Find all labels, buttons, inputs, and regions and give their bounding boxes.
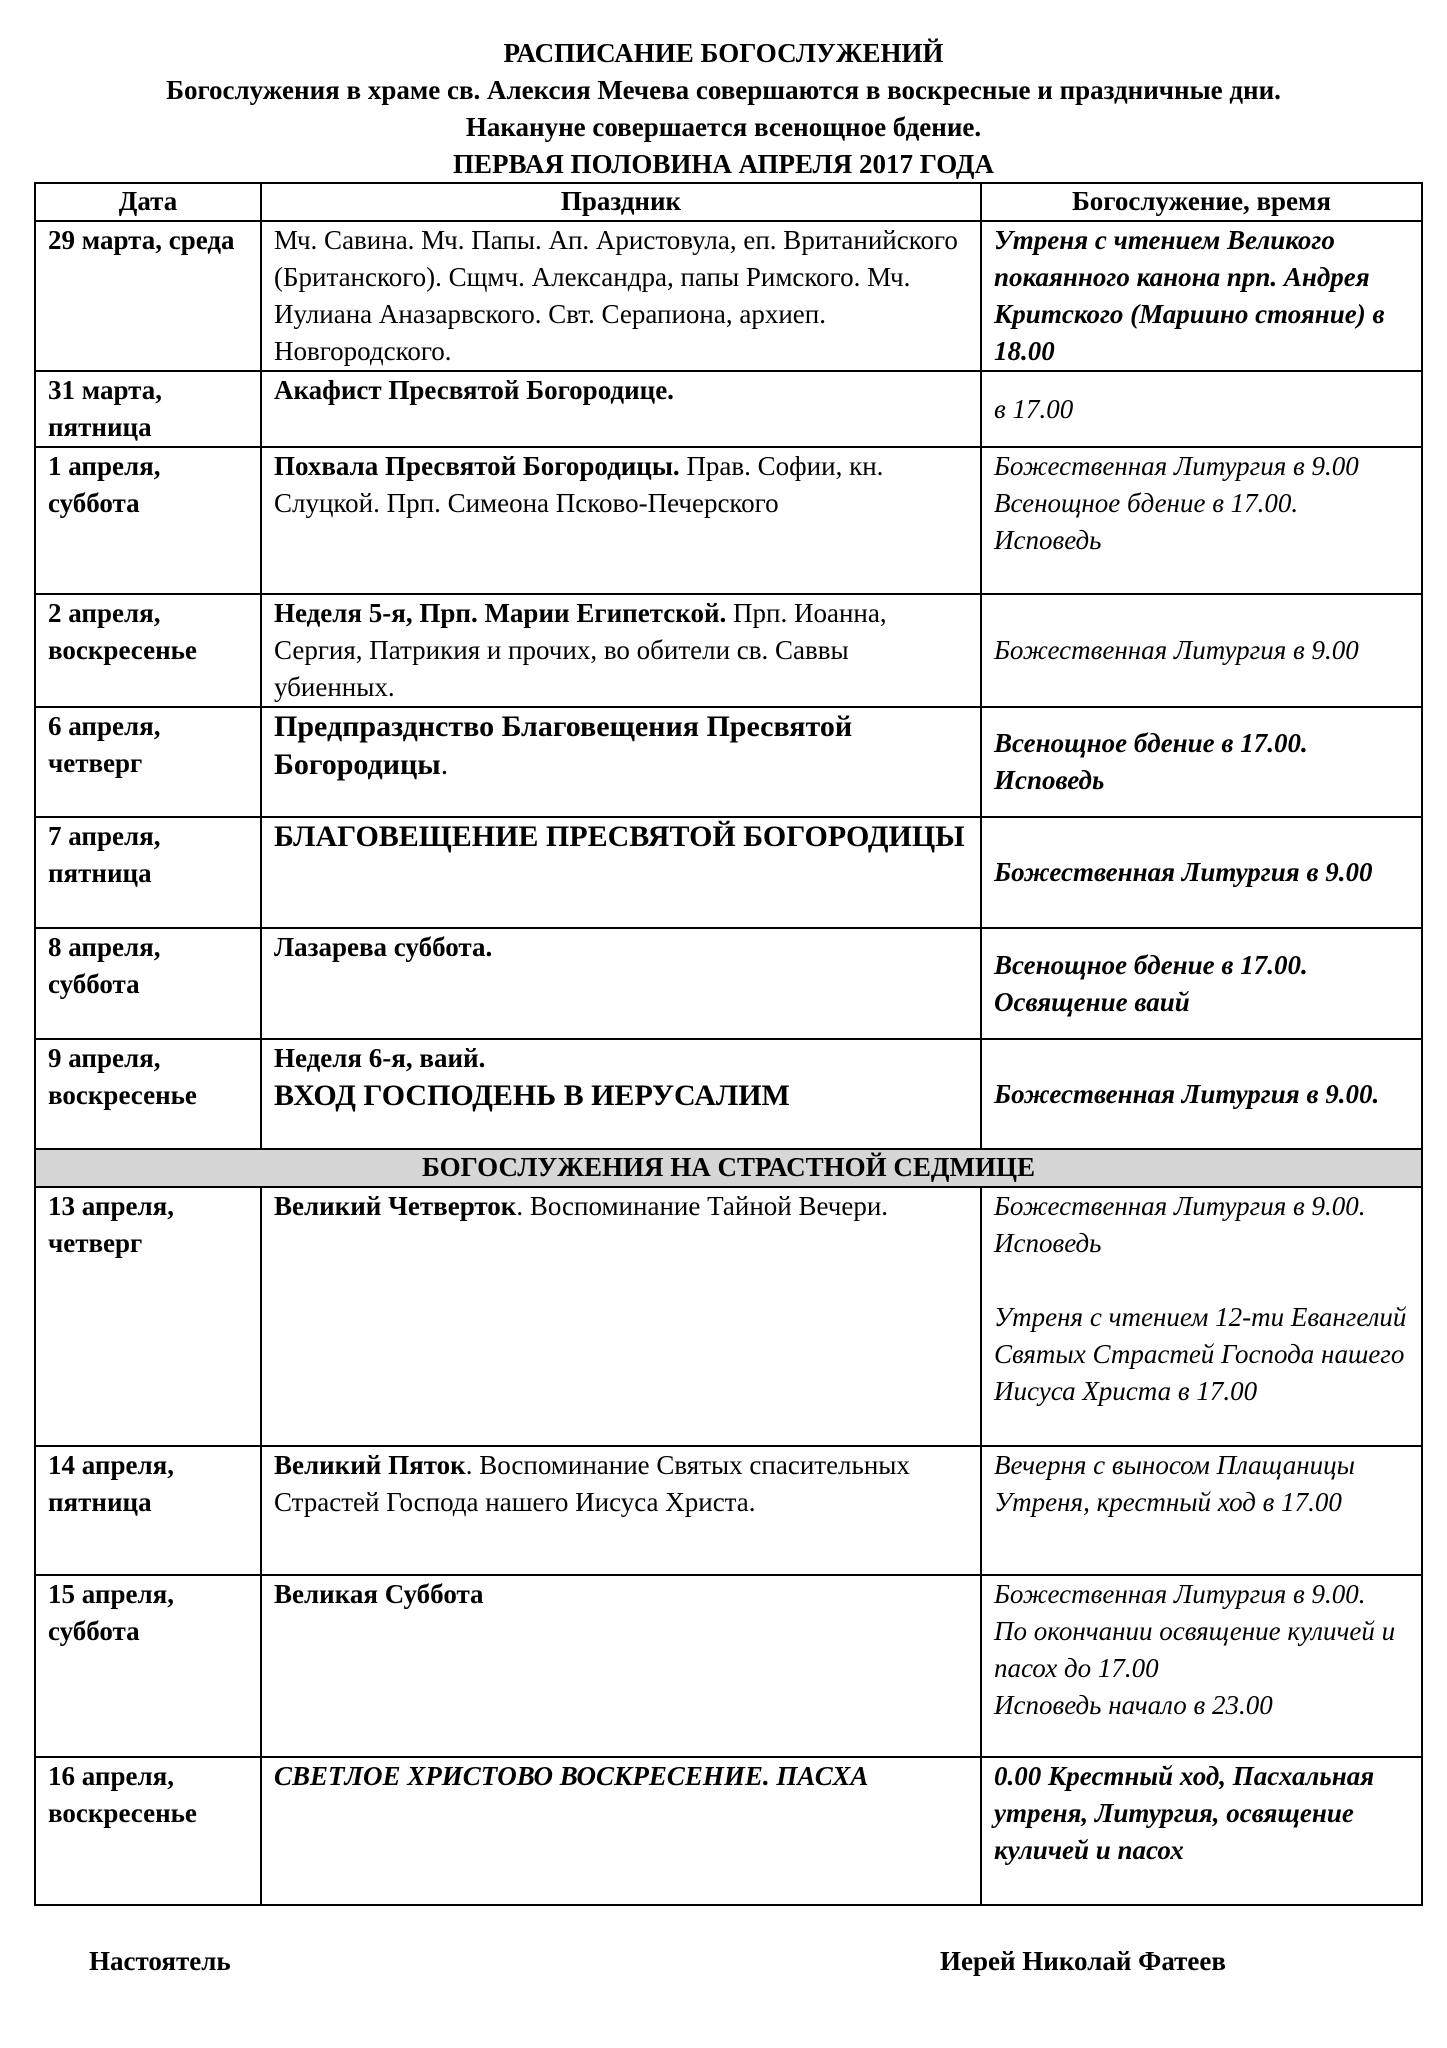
table-row <box>35 1446 1422 1575</box>
column-header-date: Дата <box>35 183 261 221</box>
column-header-service: Богослужение, время <box>981 183 1422 221</box>
period-title: ПЕРВАЯ ПОЛОВИНА АПРЕЛЯ 2017 ГОДА <box>453 149 994 179</box>
row-date: 16 апреля, воскресенье <box>35 1757 261 1905</box>
row-date: 14 апреля, пятница <box>35 1446 261 1575</box>
section-title: БОГОСЛУЖЕНИЯ НА СТРАСТНОЙ СЕДМИЦЕ <box>35 1149 1422 1187</box>
row-service: Всенощное бдение в 17.00. Исповедь <box>981 707 1422 817</box>
holiday-text: Мч. Савина. Мч. Папы. Ап. Аристовула, еп. Вританийского (Британского). Сщмч. Александра, папы Римского. Мч. Иулиана Аназарвского. Свт. Серапиона, архиеп. Новгородского. <box>274 225 958 366</box>
subtitle-line-1: Богослужения в храме св. Алексия Мечева совершаются в воскресные и праздничные дни. <box>166 75 1281 105</box>
row-service: Божественная Литургия в 9.00 <box>981 817 1422 928</box>
table-row <box>35 371 1422 447</box>
table-row <box>35 707 1422 817</box>
footer-role: Настоятель <box>89 1946 231 1976</box>
holiday-title: ВХОД ГОСПОДЕНЬ В ИЕРУСАЛИМ <box>274 1079 790 1112</box>
row-holiday <box>261 817 981 928</box>
service-line: Божественная Литургия в 9.00 <box>994 451 1359 481</box>
row-holiday <box>261 1757 981 1905</box>
service-line: Божественная Литургия в 9.00. <box>994 1579 1366 1609</box>
row-holiday <box>261 928 981 1039</box>
holiday-title: Великий Четверток <box>274 1191 517 1221</box>
table-row <box>35 1187 1422 1446</box>
holiday-title: Предпразднство Благовещения Пресвятой Богородицы <box>274 710 853 781</box>
subtitle-line-2: Накануне совершается всенощное бдение. <box>465 112 982 142</box>
holiday-title: Великий Пяток <box>274 1450 466 1480</box>
row-date: 7 апреля, пятница <box>35 817 261 928</box>
holiday-title: Великая Суббота <box>274 1579 484 1609</box>
service-line: Утреня с чтением 12-ти Евангелий Святых Страстей Господа нашего Иисуса Христа в 17.00 <box>994 1302 1407 1406</box>
footer-signatory: Иерей Николай Фатеев <box>940 1946 1226 1976</box>
table-row <box>35 1039 1422 1149</box>
section-row <box>35 1149 1422 1187</box>
row-date: 15 апреля, суббота <box>35 1575 261 1757</box>
row-date: 13 апреля, четверг <box>35 1187 261 1446</box>
row-holiday <box>261 1575 981 1757</box>
service-line: Божественная Литургия в 9.00. Исповедь <box>994 1191 1366 1258</box>
holiday-title: Лазарева суббота. <box>274 932 493 962</box>
column-header-holiday: Праздник <box>261 183 981 221</box>
row-date: 8 апреля, суббота <box>35 928 261 1039</box>
row-service: 0.00 Крестный ход, Пасхальная утреня, Литургия, освящение куличей и пасох <box>981 1757 1422 1905</box>
service-line: По окончании освящение куличей и пасох до 17.00 <box>994 1616 1396 1683</box>
row-service <box>981 447 1422 594</box>
row-holiday <box>261 1039 981 1149</box>
row-service: Вечерня с выносом Плащаницы Утреня, крестный ход в 17.00 <box>981 1446 1422 1575</box>
schedule-table <box>34 182 1423 1906</box>
row-date: 2 апреля, воскресенье <box>35 594 261 707</box>
table-row <box>35 594 1422 707</box>
row-service <box>981 1575 1422 1757</box>
holiday-title: Похвала Пресвятой Богородицы. <box>274 451 680 481</box>
row-service: в 17.00 <box>981 371 1422 447</box>
holiday-title: Акафист Пресвятой Богородице. <box>274 375 674 405</box>
service-line: Всенощное бдение в 17.00. Исповедь <box>994 488 1299 555</box>
holiday-text: . Воспоминание Тайной Вечери. <box>516 1191 889 1221</box>
row-holiday <box>261 447 981 594</box>
table-row <box>35 817 1422 928</box>
row-date: 9 апреля, воскресенье <box>35 1039 261 1149</box>
table-row <box>35 928 1422 1039</box>
row-service <box>981 1187 1422 1446</box>
row-holiday <box>261 1446 981 1575</box>
row-holiday <box>261 1187 981 1446</box>
row-date: 31 марта, пятница <box>35 371 261 447</box>
holiday-title: Неделя 6-я, ваий. <box>274 1043 486 1073</box>
table-row <box>35 1757 1422 1905</box>
holiday-title: БЛАГОВЕЩЕНИЕ ПРЕСВЯТОЙ БОГОРОДИЦЫ <box>274 820 965 853</box>
row-holiday <box>261 594 981 707</box>
row-holiday <box>261 371 981 447</box>
holiday-title: СВЕТЛОЕ ХРИСТОВО ВОСКРЕСЕНИЕ. ПАСХА <box>274 1761 869 1791</box>
holiday-text: . Воспоминание Святых спасительных Страстей Господа нашего Иисуса Христа. <box>274 1450 910 1517</box>
row-service: Божественная Литургия в 9.00. <box>981 1039 1422 1149</box>
holiday-text: Прав. Софии, кн. Слуцкой. Прп. Симеона Псково-Печерского <box>274 451 884 518</box>
row-date: 6 апреля, четверг <box>35 707 261 817</box>
row-service: Всенощное бдение в 17.00. Освящение ваий <box>981 928 1422 1039</box>
row-service: Утреня с чтением Великого покаянного канона прп. Андрея Критского (Мариино стояние) в 18.00 <box>981 221 1422 371</box>
service-line: Исповедь начало в 23.00 <box>994 1690 1273 1720</box>
table-header-row <box>35 183 1422 221</box>
holiday-text: . <box>440 748 449 781</box>
row-service: Божественная Литургия в 9.00 <box>981 594 1422 707</box>
document-title: РАСПИСАНИЕ БОГОСЛУЖЕНИЙ <box>503 38 944 68</box>
row-holiday <box>261 707 981 817</box>
row-date: 29 марта, среда <box>35 221 261 371</box>
holiday-text: Прп. Иоанна, Сергия, Патрикия и прочих, во обители св. Саввы убиенных. <box>274 598 887 702</box>
row-holiday <box>261 221 981 371</box>
table-row <box>35 447 1422 594</box>
holiday-title: Неделя 5-я, Прп. Марии Египетской. <box>274 598 727 628</box>
table-row <box>35 221 1422 371</box>
table-row <box>35 1575 1422 1757</box>
row-date: 1 апреля, суббота <box>35 447 261 594</box>
